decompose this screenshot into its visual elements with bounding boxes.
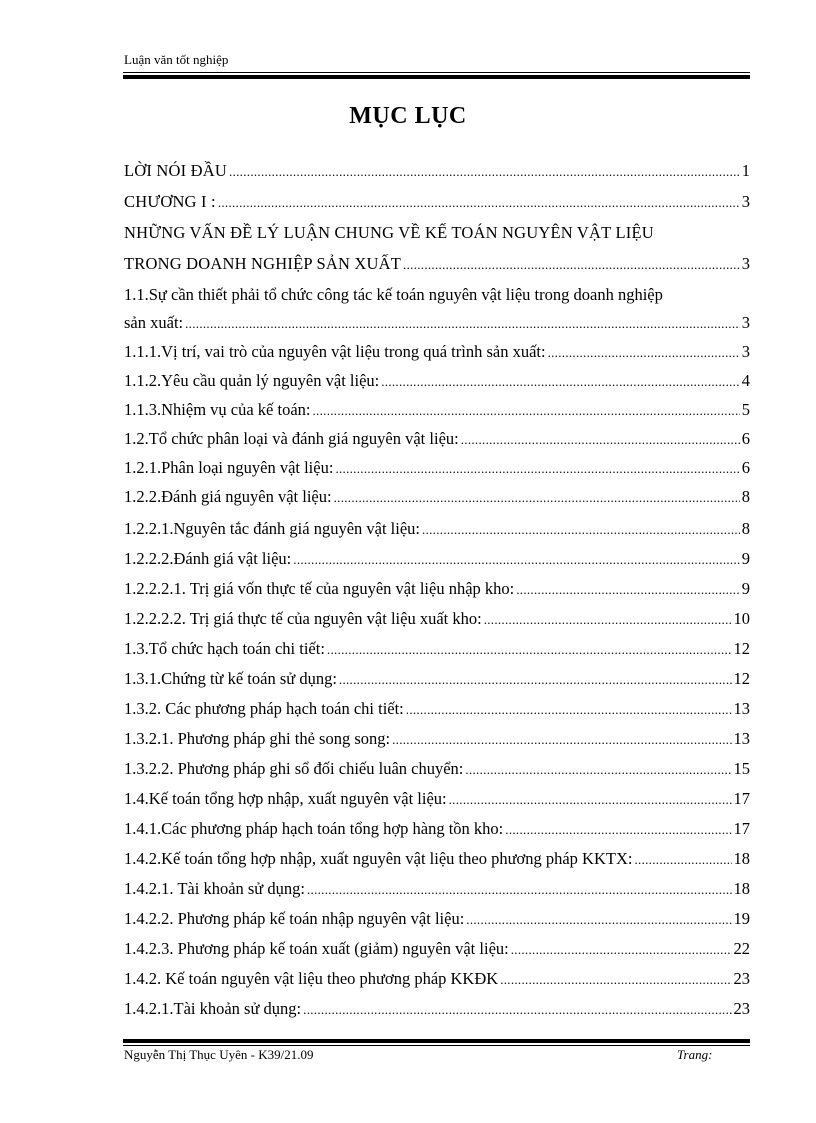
toc-entry-page: 4 <box>741 371 750 390</box>
toc-entry-page: 12 <box>733 669 750 688</box>
toc-entry-label: LỜI NÓI ĐẦU <box>124 161 228 180</box>
toc-entry-page: 8 <box>741 487 750 506</box>
toc-entry-page: 17 <box>733 789 750 808</box>
toc-entry-page: 9 <box>741 579 750 598</box>
toc-entry-label: 1.1.3.Nhiệm vụ của kế toán: <box>124 400 311 419</box>
toc-entry[interactable] <box>124 308 750 338</box>
toc-entry-label: 1.2.2.Đánh giá nguyên vật liệu: <box>124 487 332 506</box>
toc-entry-page: 15 <box>733 759 750 778</box>
toc-entry[interactable] <box>124 994 750 1024</box>
toc-entry-label: 1.2.2.2.1. Trị giá vốn thực tế của nguyên vật liệu nhập kho: <box>124 579 515 598</box>
toc-entry-label-line1: NHỮNG VẤN ĐỀ LÝ LUẬN CHUNG VỀ KẾ TOÁN NGUYÊN VẬT LIỆU <box>124 223 654 242</box>
toc-entry[interactable] <box>124 604 750 634</box>
toc-entry-label: 1.1.1.Vị trí, vai trò của nguyên vật liệu trong quá trình sản xuất: <box>124 342 546 361</box>
header-rule-thick <box>123 75 750 79</box>
toc-entry[interactable] <box>124 934 750 964</box>
toc-entry-page: 18 <box>733 849 750 868</box>
toc-entry-page: 18 <box>733 879 750 898</box>
toc-entry[interactable] <box>124 366 750 396</box>
toc-entry-page: 1 <box>741 161 750 180</box>
toc-entry[interactable] <box>124 874 750 904</box>
toc-entry-page: 23 <box>733 999 750 1018</box>
toc-entry-page: 23 <box>733 969 750 988</box>
toc-entry[interactable] <box>124 844 750 874</box>
toc-entry-label: 1.3.1.Chứng từ kế toán sử dụng: <box>124 669 337 688</box>
toc-entry-label: 1.2.2.2.Đánh giá vật liệu: <box>124 549 292 568</box>
toc-entry-label: sản xuất: <box>124 313 184 332</box>
toc-entry[interactable] <box>124 784 750 814</box>
toc-entry-label: 1.2.2.1.Nguyên tắc đánh giá nguyên vật liệu: <box>124 519 421 538</box>
toc-entry[interactable] <box>124 424 750 454</box>
toc-entry[interactable] <box>124 544 750 574</box>
toc-entry-page: 8 <box>741 519 750 538</box>
toc-entry-label: 1.4.2.2. Phương pháp kế toán nhập nguyên vật liệu: <box>124 909 465 928</box>
toc-entry[interactable] <box>124 156 750 186</box>
toc-entry-label: 1.4.Kế toán tổng hợp nhập, xuất nguyên vật liệu: <box>124 789 447 808</box>
toc-entry-label: 1.4.1.Các phương pháp hạch toán tổng hợp hàng tồn kho: <box>124 819 504 838</box>
toc-entry-label: 1.3.2. Các phương pháp hạch toán chi tiết: <box>124 699 404 718</box>
toc-entry[interactable] <box>124 964 750 994</box>
toc-entry[interactable] <box>124 904 750 934</box>
toc-entry-page: 22 <box>733 939 750 958</box>
footer-rule-thin <box>123 1045 750 1046</box>
header-rule-thin <box>123 72 750 73</box>
toc-entry-page: 10 <box>733 609 750 628</box>
toc-entry[interactable] <box>124 814 750 844</box>
toc-entry-page: 3 <box>741 313 750 332</box>
toc-entry-label: 1.1.2.Yêu cầu quản lý nguyên vật liệu: <box>124 371 380 390</box>
toc-entry[interactable] <box>124 514 750 544</box>
toc-entry-label-line1: 1.1.Sự cần thiết phải tổ chức công tác kế toán nguyên vật liệu trong doanh nghiệp <box>124 285 663 304</box>
running-header: Luận văn tốt nghiệp <box>124 52 229 67</box>
toc-entry-label: 1.4.2.3. Phương pháp kế toán xuất (giảm) nguyên vật liệu: <box>124 939 509 958</box>
toc-entry-label: 1.3.2.2. Phương pháp ghi sổ đối chiếu luân chuyển: <box>124 759 464 778</box>
toc-entry-label: 1.3.2.1. Phương pháp ghi thẻ song song: <box>124 729 391 748</box>
toc-entry-page: 6 <box>741 429 750 448</box>
toc-entry-page: 19 <box>733 909 750 928</box>
toc-entry-label: 1.3.Tổ chức hạch toán chi tiết: <box>124 639 325 658</box>
toc-entry[interactable] <box>124 664 750 694</box>
toc-entry[interactable] <box>124 574 750 604</box>
toc-entry-label: CHƯƠNG I : <box>124 192 216 211</box>
toc-entry[interactable] <box>124 395 750 425</box>
toc-entry[interactable] <box>124 187 750 217</box>
toc-entry[interactable] <box>124 754 750 784</box>
footer-author: Nguyễn Thị Thục Uyên - K39/21.09 <box>124 1047 314 1062</box>
toc-entry[interactable] <box>124 453 750 483</box>
toc-entry-label: 1.2.Tổ chức phân loại và đánh giá nguyên vật liệu: <box>124 429 459 448</box>
toc-entry[interactable] <box>124 634 750 664</box>
toc-entry-page: 3 <box>741 254 750 273</box>
toc-entry-label: TRONG DOANH NGHIỆP SẢN XUẤT <box>124 254 402 273</box>
toc-entry[interactable] <box>124 337 750 367</box>
toc-entry[interactable] <box>124 482 750 512</box>
toc-entry-page: 9 <box>741 549 750 568</box>
toc-entry-label: 1.4.2. Kế toán nguyên vật liệu theo phương pháp KKĐK <box>124 969 499 988</box>
toc-entry-label: 1.4.2.1.Tài khoản sử dụng: <box>124 999 302 1018</box>
footer-page-label: Trang: <box>677 1047 713 1062</box>
toc-entry-page: 3 <box>741 192 750 211</box>
toc-entry-page: 13 <box>733 729 750 748</box>
footer-rule-thick <box>123 1039 750 1043</box>
toc-entry-page: 13 <box>733 699 750 718</box>
toc-entry-label: 1.2.1.Phân loại nguyên vật liệu: <box>124 458 334 477</box>
toc-entry-label: 1.4.2.Kế toán tổng hợp nhập, xuất nguyên vật liệu theo phương pháp KKTX: <box>124 849 633 868</box>
toc-entry[interactable] <box>124 694 750 724</box>
toc-entry-page: 6 <box>741 458 750 477</box>
page-title: MỤC LỤC <box>349 103 467 129</box>
toc-entry-label: 1.4.2.1. Tài khoản sử dụng: <box>124 879 305 898</box>
toc-entry-page: 17 <box>733 819 750 838</box>
toc-entry-page: 5 <box>741 400 750 419</box>
toc-entry-page: 12 <box>733 639 750 658</box>
toc-entry[interactable] <box>124 249 750 279</box>
toc-entry-page: 3 <box>741 342 750 361</box>
toc-entry-label: 1.2.2.2.2. Trị giá thực tế của nguyên vật liệu xuất kho: <box>124 609 482 628</box>
toc-entry[interactable] <box>124 724 750 754</box>
